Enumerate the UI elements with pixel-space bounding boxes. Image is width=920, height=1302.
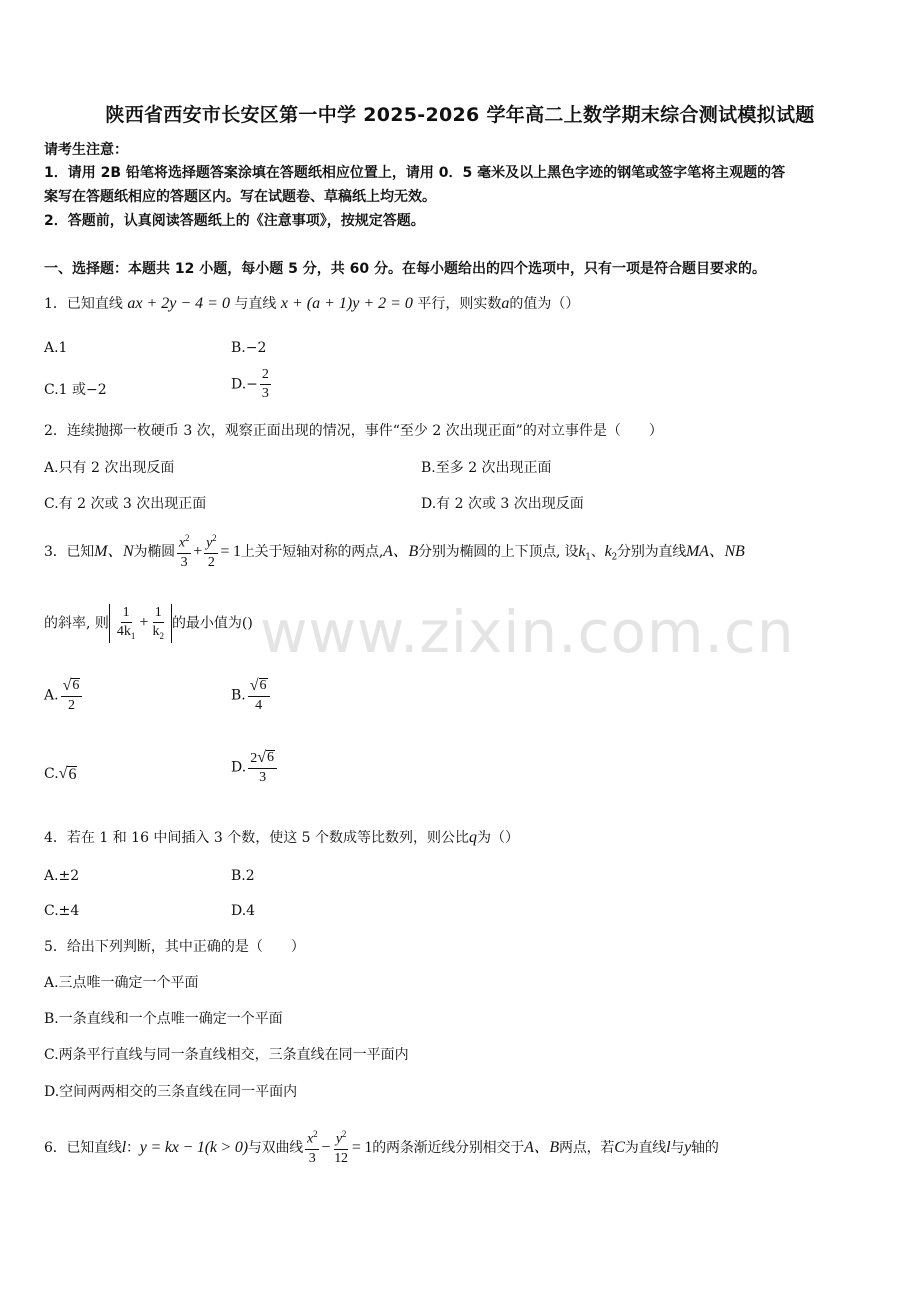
q5-option-b: B.一条直线和一个点唯一确定一个平面 (44, 1011, 283, 1027)
q5-option-a: A.三点唯一确定一个平面 (44, 975, 199, 991)
q4-option-d: D.4 (231, 903, 256, 919)
fraction: $\frac{2}{3}$ (261, 367, 269, 401)
question-4-stem: 4．若在 1 和 16 中间插入 3 个数，使这 5 个数成等比数列，则公比q为（） (44, 829, 520, 846)
hyperbola-y-term: $\frac{y^2}{12}$ (334, 1129, 348, 1166)
q2-option-b: B.至多 2 次出现正面 (421, 460, 552, 476)
question-1-stem: 1．已知直线 ax + 2y − 4 = 0 与直线 x + (a + 1)y + 2 = 0 平行，则实数a的值为（） (44, 295, 580, 312)
section-heading: 一、选择题：本题共 12 小题，每小题 5 分，共 60 分。在每小题给出的四个选项中，只有一项是符合题目要求的。 (44, 261, 766, 277)
q1-option-b: B.−2 (231, 340, 267, 356)
question-3-stem-line-1: 3．已知M、N为椭圆 $\frac{x^2}{3}$ + $\frac{y^2}{2}$ = 1上关于短轴对称的两点,A、B分别为椭圆的上下顶点, 设$k_1$、$k_2$分别为直线MA、NB (44, 533, 745, 570)
ellipse-x-term: $\frac{x^2}{3}$ (178, 533, 190, 570)
question-6-stem: 6．已知直线l：y = kx − 1(k > 0)与双曲线 $\frac{x^2}{3}$ − $\frac{y^2}{12}$ = 1的两条渐近线分别相交于A、B两点，若C为直线l与y轴的 (44, 1129, 719, 1166)
equation-line-2: x + (a + 1)y + 2 = 0 (280, 295, 413, 312)
notice-heading: 请考生注意： (44, 142, 128, 158)
q2-option-a: A.只有 2 次出现反面 (44, 460, 175, 476)
absolute-value: $\frac{1}{4k_1}$ + $\frac{1}{k_2}$ (109, 604, 172, 643)
q1-option-c: C.1 或−2 (44, 382, 107, 398)
q3-option-c: C. √ 6 (44, 765, 77, 783)
notice-item-2: 2．答题前，认真阅读答题纸上的《注意事项》，按规定答题。 (44, 213, 425, 229)
notice-item-1-line-2: 案写在答题纸相应的答题区内。写在试题卷、草稿纸上均无效。 (44, 189, 436, 205)
q2-option-c: C.有 2 次或 3 次出现正面 (44, 496, 207, 512)
q3-option-d: D. 2 √ 6 3 (231, 750, 279, 785)
q3-option-b: B. √ 6 4 (231, 678, 272, 713)
q5-option-c: C.两条平行直线与同一条直线相交，三条直线在同一平面内 (44, 1047, 409, 1063)
q4-option-c: C.±4 (44, 903, 80, 919)
q1-option-a: A.1 (44, 340, 68, 356)
hyperbola-x-term: $\frac{x^2}{3}$ (307, 1129, 318, 1166)
q4-option-b: B.2 (231, 868, 255, 884)
q2-option-d: D.有 2 次或 3 次出现反面 (421, 496, 584, 512)
q4-option-a: A.±2 (44, 868, 80, 884)
q5-option-d: D.空间两两相交的三条直线在同一平面内 (44, 1084, 298, 1100)
question-3-stem-line-2: 的斜率, 则 $\frac{1}{4k_1}$ + $\frac{1}{k_2}$ 的最小值为() (44, 605, 253, 641)
question-5-stem: 5．给出下列判断，其中正确的是（ ） (44, 939, 305, 955)
ellipse-y-term: $\frac{y^2}{2}$ (206, 533, 217, 570)
watermark: www.zixin.com.cn (260, 598, 795, 666)
question-2-stem: 2．连续抛掷一枚硬币 3 次，观察正面出现的情况，事件“至少 2 次出现正面”的对立事件是（ ） (44, 423, 663, 439)
page-title: 陕西省西安市长安区第一中学 2025-2026 学年高二上数学期末综合测试模拟试题 (105, 104, 815, 126)
q3-option-a: A. √ 6 2 (44, 678, 84, 713)
equation-line-1: ax + 2y − 4 = 0 (127, 295, 230, 312)
q1-option-d: D.− $\frac{2}{3}$ (231, 367, 269, 401)
notice-item-1-line-1: 1．请用 2B 铅笔将选择题答案涂填在答题纸相应位置上，请用 0．5 毫米及以上黑色字迹的钢笔或签字笔将主观题的答 (44, 165, 786, 181)
